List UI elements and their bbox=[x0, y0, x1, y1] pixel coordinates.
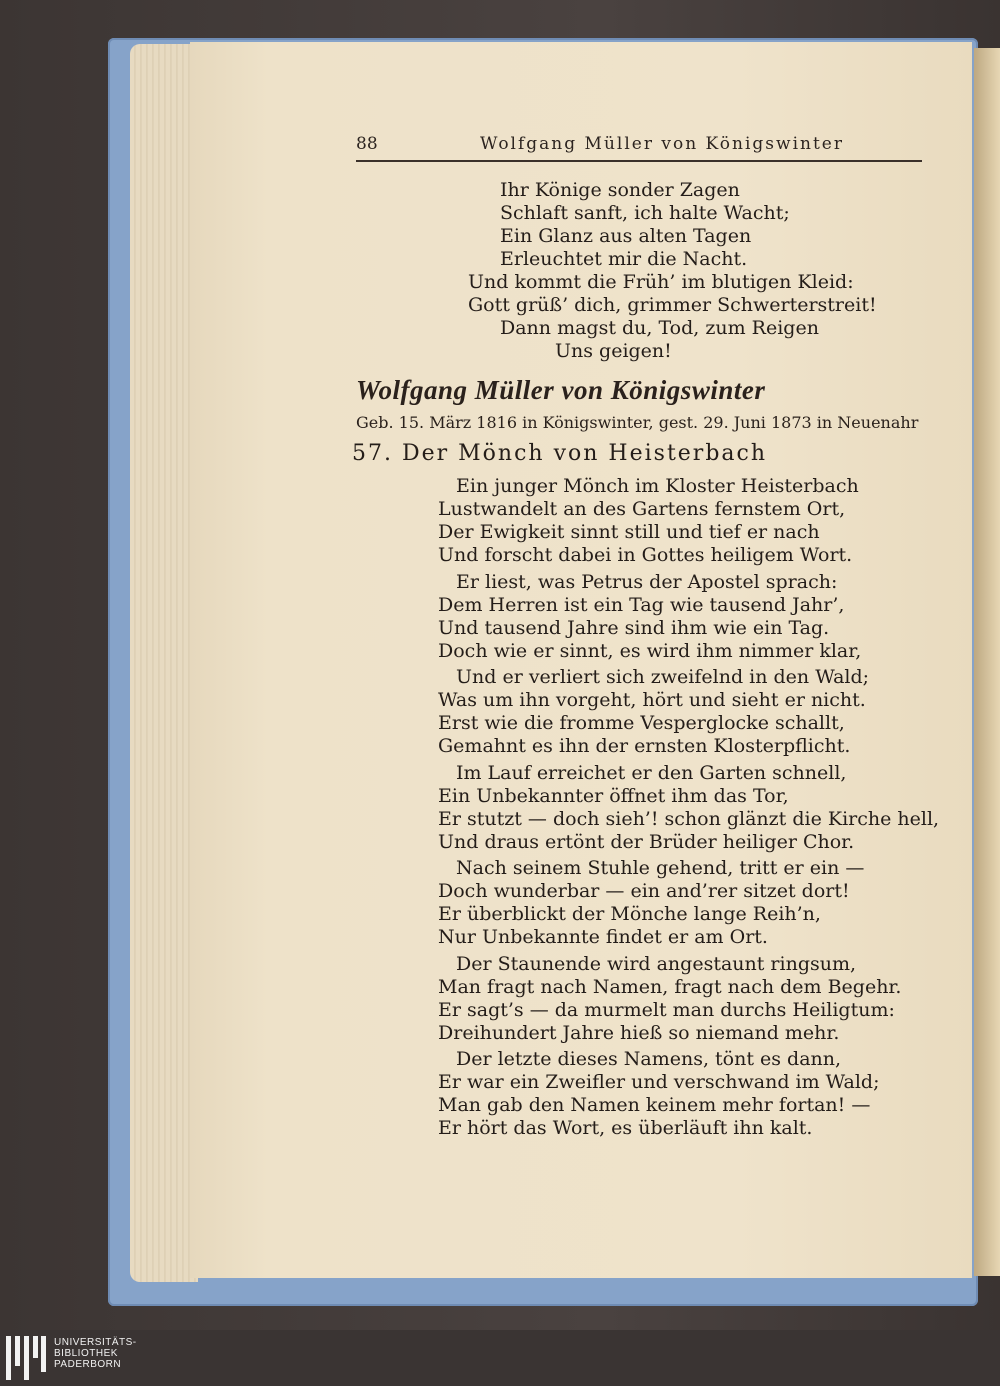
verse-line: Und er verliert sich zweifelnd in den Wald; bbox=[456, 666, 870, 688]
verse-line: Und forscht dabei in Gottes heiligem Wort. bbox=[438, 544, 853, 566]
verse-line: Der Ewigkeit sinnt still und tief er nach bbox=[438, 521, 820, 543]
page-header bbox=[356, 134, 922, 162]
verse-line: Man gab den Namen keinem mehr fortan! — bbox=[438, 1094, 871, 1116]
verse-line: Gott grüß’ dich, grimmer Schwerterstreit! bbox=[468, 294, 877, 316]
verse-line: Was um ihn vorgeht, hört und sieht er nicht. bbox=[438, 689, 866, 711]
verse-line: Nur Unbekannte findet er am Ort. bbox=[438, 926, 768, 948]
verse-line: Ein junger Mönch im Kloster Heisterbach bbox=[456, 475, 859, 497]
author-heading: Wolfgang Müller von Königswinter bbox=[356, 375, 766, 405]
verse-line: Er überblickt der Mönche lange Reih’n, bbox=[438, 903, 821, 925]
library-name-line: PADERBORN bbox=[54, 1359, 122, 1370]
verse-line: Doch wie er sinnt, es wird ihm nimmer klar, bbox=[438, 640, 862, 662]
verse-line: Schlaft sanft, ich halte Wacht; bbox=[500, 202, 790, 224]
library-name-line: BIBLIOTHEK bbox=[54, 1348, 118, 1359]
verse-line: Erleuchtet mir die Nacht. bbox=[500, 248, 748, 270]
verse-line: Er sagt’s — da murmelt man durchs Heiligtum: bbox=[438, 999, 895, 1021]
page-number: 88 bbox=[356, 134, 378, 154]
verse-line: Der letzte dieses Namens, tönt es dann, bbox=[456, 1048, 842, 1070]
poem-title: 57. Der Mönch von Heisterbach bbox=[352, 441, 768, 466]
verse-line: Er war ein Zweifler und verschwand im Wald; bbox=[438, 1071, 880, 1093]
verse-line: Dreihundert Jahre hieß so niemand mehr. bbox=[438, 1022, 840, 1044]
verse-line: Und tausend Jahre sind ihm wie ein Tag. bbox=[438, 617, 830, 639]
verse-line: Uns geigen! bbox=[555, 340, 672, 362]
author-dates: Geb. 15. März 1816 in Königswinter, gest. 29. Juni 1873 in Neuenahr bbox=[356, 413, 919, 432]
verse-line: Gemahnt es ihn der ernsten Klosterpflicht. bbox=[438, 735, 851, 757]
facing-page-edge bbox=[974, 48, 1000, 1276]
library-name bbox=[54, 1337, 137, 1370]
footer-bar bbox=[0, 1330, 1000, 1386]
verse-line: Lustwandelt an des Gartens fernstem Ort, bbox=[438, 498, 846, 520]
verse-line: Doch wunderbar — ein and’rer sitzet dort! bbox=[438, 880, 850, 902]
library-logo-icon bbox=[6, 1336, 46, 1380]
verse-line: Dem Herren ist ein Tag wie tausend Jahr’, bbox=[438, 594, 845, 616]
verse-line: Im Lauf erreichet er den Garten schnell, bbox=[456, 762, 847, 784]
page-edges bbox=[130, 44, 198, 1282]
verse-line: Der Staunende wird angestaunt ringsum, bbox=[456, 953, 857, 975]
verse-line: Ein Unbekannter öffnet ihm das Tor, bbox=[438, 785, 789, 807]
verse-line: Ein Glanz aus alten Tagen bbox=[500, 225, 752, 247]
verse-line: Er liest, was Petrus der Apostel sprach: bbox=[456, 571, 838, 593]
header-rule bbox=[356, 160, 922, 162]
verse-line: Er stutzt — doch sieh’! schon glänzt die Kirche hell, bbox=[438, 808, 940, 830]
verse-line: Nach seinem Stuhle gehend, tritt er ein — bbox=[456, 857, 865, 879]
verse-line: Und draus ertönt der Brüder heiliger Chor. bbox=[438, 831, 855, 853]
verse-line: Und kommt die Früh’ im blutigen Kleid: bbox=[468, 271, 854, 293]
verse-line: Erst wie die fromme Vesperglocke schallt, bbox=[438, 712, 845, 734]
library-name-line: UNIVERSITÄTS- bbox=[54, 1337, 137, 1348]
verse-line: Er hört das Wort, es überläuft ihn kalt. bbox=[438, 1117, 813, 1139]
verse-line: Ihr Könige sonder Zagen bbox=[500, 179, 740, 201]
verse-line: Dann magst du, Tod, zum Reigen bbox=[500, 317, 819, 339]
running-head: Wolfgang Müller von Königswinter bbox=[480, 134, 844, 154]
verse-line: Man fragt nach Namen, fragt nach dem Begehr. bbox=[438, 976, 902, 998]
